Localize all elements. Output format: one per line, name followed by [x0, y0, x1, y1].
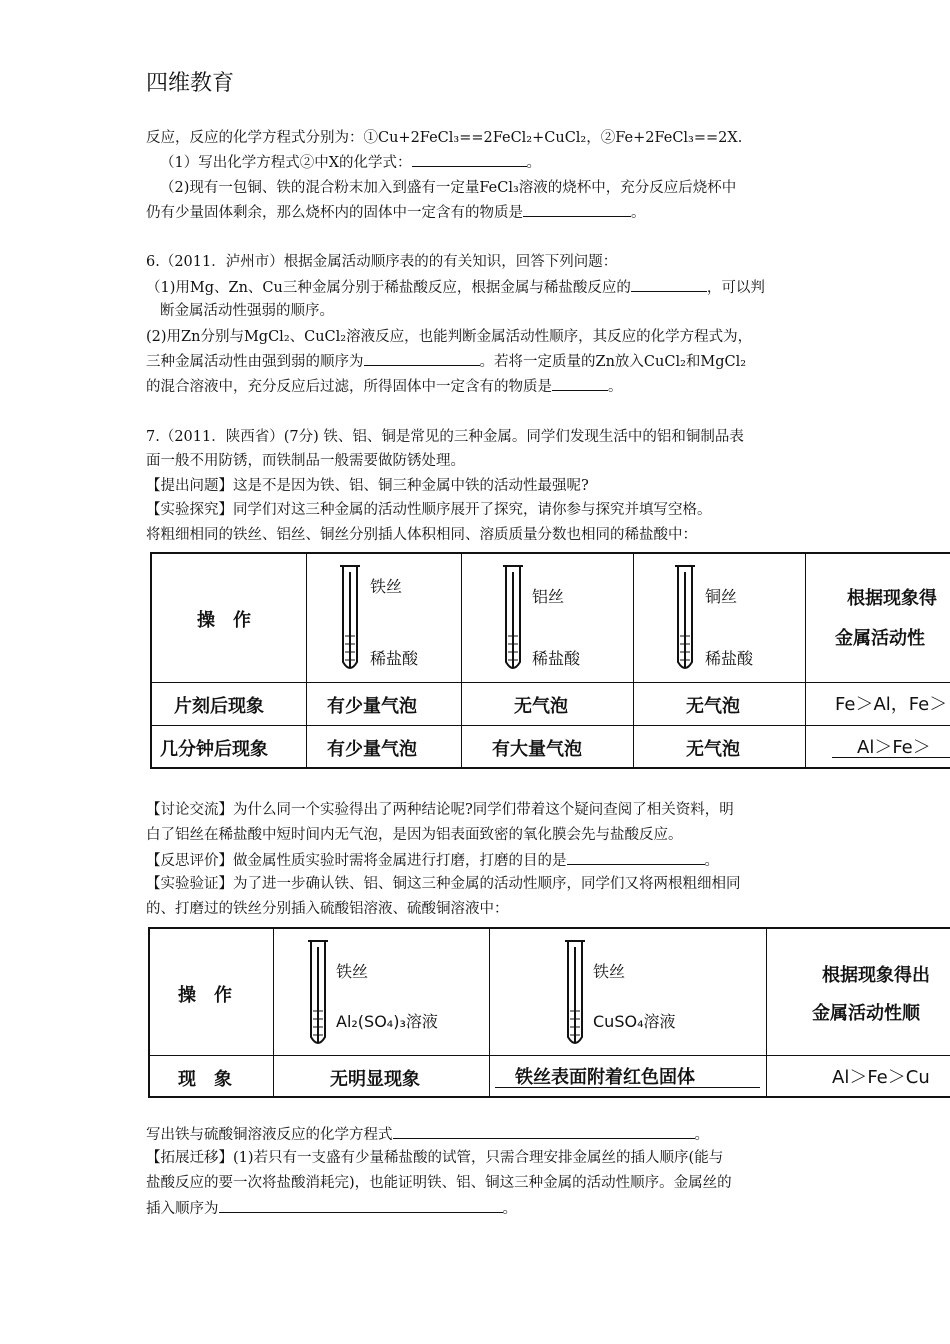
table1-cell: 无气泡: [514, 696, 568, 717]
table2-conclusion-cell: Al＞Fe＞Cu: [832, 1067, 930, 1088]
test-tube-icon: [500, 564, 526, 676]
row-label-after-minutes: 几分钟后现象: [160, 739, 268, 760]
text-line: 盐酸反应的要一次将盐酸消耗完)，也能证明铁、铝、铜这三种金属的活动性顺序。金属丝的: [146, 1175, 732, 1191]
text-line: 白了铝丝在稀盐酸中短时间内无气泡，是因为铝表面致密的氧化膜会先与盐酸反应。: [146, 827, 683, 843]
table2-cell: 铁丝表面附着红色固体: [515, 1067, 695, 1088]
text-line: 【讨论交流】为什么同一个实验得出了两种结论呢?同学们带着这个疑问查阅了相关资料，明: [146, 802, 734, 818]
page-header: 四维教育: [146, 71, 235, 96]
answer-blank[interactable]: [552, 376, 608, 391]
question-6-title: 6.（2011．泸州市）根据金属活动顺序表的的有关知识，回答下列问题：: [146, 254, 618, 270]
answer-blank[interactable]: [412, 152, 527, 167]
test-tube-icon: [337, 564, 363, 676]
tube-label-iron-wire: 铁丝: [336, 962, 369, 981]
text-line: 【拓展迁移】(1)若只有一支盛有少量稀盐酸的试管，只需合理安排金属丝的插人顺序(能与: [146, 1150, 724, 1166]
text-line: 【提出问题】这是不是因为铁、铝、铜三种金属中铁的活动性最强呢?: [146, 478, 589, 494]
answer-blank[interactable]: [523, 202, 631, 217]
tube-label-acid: 稀盐酸: [532, 649, 581, 668]
text-line: （2)现有一包铜、铁的混合粉末加入到盛有一定量FeCl₃溶液的烧杯中，充分反应后烧杯中: [160, 180, 737, 196]
answer-blank[interactable]: [631, 277, 707, 292]
table1-operation-header: 操 作: [197, 610, 251, 631]
answer-blank[interactable]: [567, 850, 705, 865]
text-line: 面一般不用防锈，而铁制品一般需要做防锈处理。: [146, 453, 465, 469]
table1-cell: 有少量气泡: [327, 696, 417, 717]
tube-label-copper-wire: 铜丝: [705, 587, 738, 606]
text-line: 【实验验证】为了进一步确认铁、铝、铜这三种金属的活动性顺序，同学们又将两根粗细相同: [146, 876, 741, 892]
tube-label-aluminum-wire: 铝丝: [532, 587, 565, 606]
question-line: 的混合溶液中，充分反应后过滤，所得固体中一定含有的物质是 。: [146, 376, 623, 397]
tube-label-acid: 稀盐酸: [370, 649, 419, 668]
table1-cell: 有大量气泡: [492, 739, 582, 760]
table1-cell: 无气泡: [686, 739, 740, 760]
row-label-after-moment: 片刻后现象: [174, 696, 264, 717]
table1-cell: 无气泡: [686, 696, 740, 717]
question-line: 插入顺序为 。: [146, 1198, 517, 1219]
tube-label-iron-wire: 铁丝: [593, 962, 626, 981]
text-line: 的、打磨过的铁丝分别插入硫酸铝溶液、硫酸铜溶液中：: [146, 901, 509, 917]
question-line: 写出铁与硫酸铜溶液反应的化学方程式 。: [146, 1124, 709, 1145]
text-line: 断金属活动性强弱的顺序。: [160, 303, 334, 319]
row-label-phenomenon: 现 象: [178, 1069, 232, 1090]
question-line: （1)用Mg、Zn、Cu三种金属分别于稀盐酸反应，根据金属与稀盐酸反应的 ，可以判: [146, 277, 765, 298]
table2-cell: 无明显现象: [330, 1069, 420, 1090]
table1-conclusion-header-1: 根据现象得: [847, 588, 937, 609]
tube-label-iron-wire: 铁丝: [370, 577, 403, 596]
answer-blank[interactable]: [219, 1198, 503, 1213]
answer-blank[interactable]: [393, 1124, 695, 1139]
table2-conclusion-header-2: 金属活动性顺: [812, 1003, 920, 1024]
question-line: （1）写出化学方程式②中X的化学式： 。: [160, 152, 541, 173]
text-line: 【实验探究】同学们对这三种金属的活动性顺序展开了探究，请你参与探究并填写空格。: [146, 502, 712, 518]
table1-conclusion-header-2: 金属活动性: [835, 628, 925, 649]
question-line: 仍有少量固体剩余，那么烧杯内的固体中一定含有的物质是 。: [146, 202, 646, 223]
text-line: 将粗细相同的铁丝、铝丝、铜丝分别插人体积相同、溶质质量分数也相同的稀盐酸中：: [146, 527, 697, 543]
experiment-table-1: [150, 552, 950, 769]
tube-label-aluminum-sulfate: Al₂(SO₄)₃溶液: [336, 1012, 438, 1031]
question-7-title: 7.（2011．陕西省）(7分) 铁、铝、铜是常见的三种金属。同学们发现生活中的铝和铜制品表: [146, 429, 744, 445]
table2-operation-header: 操 作: [178, 985, 232, 1006]
test-tube-icon: [562, 939, 588, 1051]
test-tube-icon: [672, 564, 698, 676]
question-line: 三种金属活动性由强到弱的顺序为 。若将一定质量的Zn放入CuCl₂和MgCl₂: [146, 351, 746, 372]
experiment-table-2: [148, 927, 950, 1098]
text-line: (2)用Zn分别与MgCl₂、CuCl₂溶液反应，也能判断金属活动性顺序，其反应的化学方程式为，: [146, 329, 753, 345]
test-tube-icon: [305, 939, 331, 1051]
text-line: 反应，反应的化学方程式分别为：①Cu+2FeCl₃==2FeCl₂+CuCl₂，②Fe+2FeCl₃==2X.: [146, 130, 743, 146]
table2-conclusion-header-1: 根据现象得出: [822, 965, 930, 986]
table1-conclusion-cell: Al＞Fe＞: [857, 737, 931, 758]
table1-cell: 有少量气泡: [327, 739, 417, 760]
question-line: 【反思评价】做金属性质实验时需将金属进行打磨，打磨的目的是 。: [146, 850, 719, 871]
tube-label-acid: 稀盐酸: [705, 649, 754, 668]
answer-blank[interactable]: [364, 351, 480, 366]
table1-conclusion-cell: Fe＞Al，Fe＞: [835, 694, 948, 715]
tube-label-copper-sulfate: CuSO₄溶液: [593, 1012, 676, 1031]
